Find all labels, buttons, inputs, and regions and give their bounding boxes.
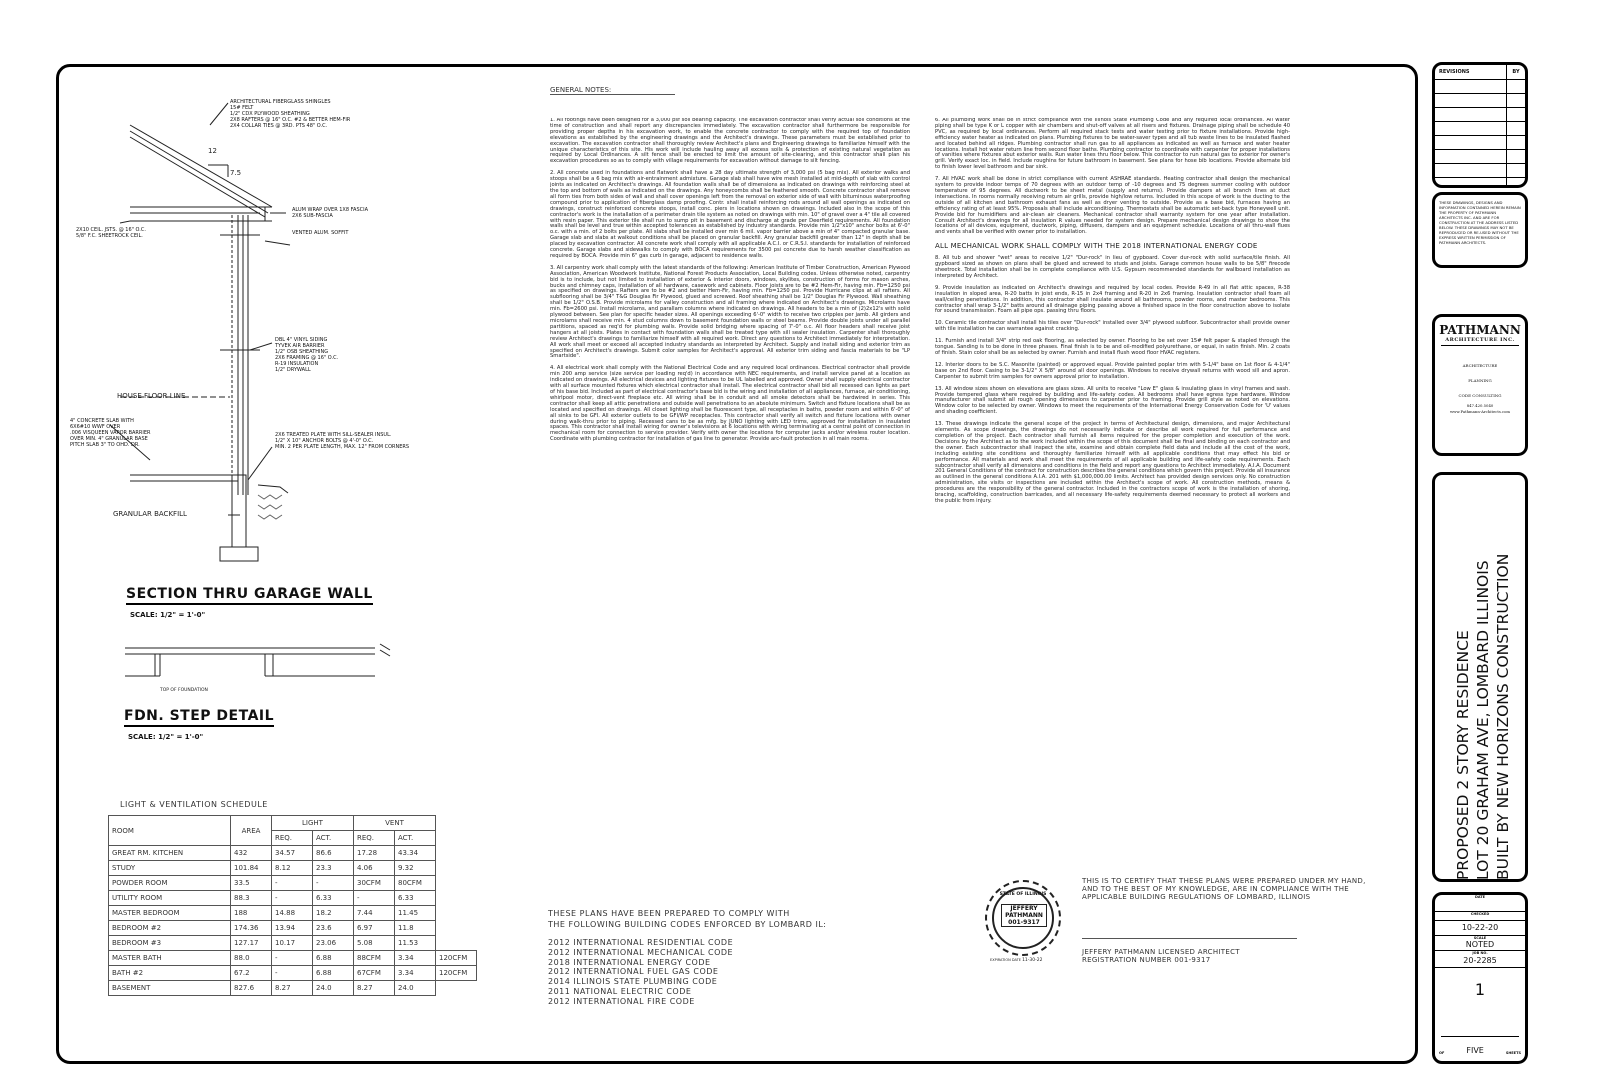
code-item: 2012 INTERNATIONAL FUEL GAS CODE — [548, 967, 719, 977]
seal-name: JEFFERY PATHMANN 001-9317 — [1001, 904, 1047, 927]
note-9: 9. Provide insulation as indicated on Architect's drawings and required by local codes. Provide R-49 in all flat attic spaces, R-38 insulation in sloped area, R-20 batts in joist ends, R-15 in 2x4 framing and R-20 in 2x6 framing. Insulation contractor shall foam all wall/ceiling penetrations. In addition, this contractor shall insulate around all bathrooms, powder rooms, and master bedrooms. This contractor shall wrap 3-1/2" batts around all drainage piping passing above a finished space in the floor construction above to isolate for sound transmission. Foam all pipe ops. passing thru floors. — [935, 284, 1290, 315]
note-2: 2. All concrete used in foundations and flatwork shall have a 28 day ultimate strength of 3,000 psi (5 bag mix). All exterior walks and stoops shall be a 6 bag mix with air-entrainment admixture. Garage slab shall have wire mesh installed at mid-depth of slab with control joints as indicated on Architect's drawings. All foundation walls shall be of dimensions as indicated on drawings with reinforcing steel at the top and bottom of walls as indicated on the drawings. Any honeycombs shall be feathered smooth. Concrete contractor shall remove all form ties from both sides of wall and shall cover openings left from the removal on exterior side of wall with bituminous waterproofing compound prior to application of fiberglass damp proofing. Contr. shall install reinforcing rods around all wall openings as indicated on drawings, construct reinforced concrete stoops, install conc. piers in locations shown on drawings. Included also in the scope of this contractor's work is the installation of a perimeter drain tile system as noted on drawings with min. 10" of gravel over a 4" tile all covered with resin paper. This exterior tile shall run to sump pit in basement and discharge at grade per Deerfield requirements. All foundation walls shall be level and true within accepted tolerances as established by industry standards. Provide min 1/2"x10" anchor bolts at 6'-0" o.c. with a min. of 2 bolts per plate. All slabs shall be installed over min 6 mil. vapor barrier above a min of 4" compacted granular base. Garage slab and slabs at walkout conditions shall be placed on granular backfill. Any granular backfill greater than 12" in depth shall be placed by excavation contractor. All concrete work shall comply with all applicable A.C.I. or C.R.S.I. standards for installation of reinforced concrete. Garage slabs and sidewalks to comply with BOCA requirements for 3500 psi concrete due to harsh weather classification as required by BOCA. Provide min 6" gas curb in garage, adjacent to residence walls. — [550, 170, 910, 259]
step-detail-title: FDN. STEP DETAIL — [124, 708, 274, 727]
note-4: 4. All electrical work shall comply with the National Electrical Code and any required local ordinances. Electrical contractor shall provide min 200 amp service (size service per loading req'd) in accordance with NEC requirements, and install service panel at a location as indicated on drawings. All electrical devices and lighting fixtures to be UL labelled and approved. Owner shall supply electrical contractor with all surface mounted fixtures which electrical contractor shall install. The electrical contractor shall bid all recessed can lights as part of his base bid. Included as part of electrical contractor's base bid is the wiring and installation of all appliances, furnace, air conditioning, whirlpool motor, direct-vent fireplace etc. All wiring shall be in conduit and all smoke detectors shall be hardwired in series. This contractor shall keep all attic penetrations and outside wall penetrations to an absolute minimum. Switch and fixture locations shall be as located and specified on drawings. All closet lighting shall be fluorescent type, all receptacles in baths, powder room and within 6'-0" of all sinks to be GFI. All exterior outlets to be GFI/WP receptacles. This contractor shall verify all switch and fixture locations with owner during walk-thru prior to piping. Recessed cans to be as mfg. by JUNO lighting with LED trims, approved for installation in insulated spaces. This contractor shall install wiring for owner's televisions at 6 locations with wiring terminating at a central point of connection in mechanical room for connection to service provider. Verify with owner the locations for computer jacks and/or wireless router location. Coordinate with plumbing contractor for installation of gas line to generator. Provide arc-fault protection in all main rooms. — [550, 365, 910, 443]
firm-subtitle: ARCHITECTURE INC. — [1441, 337, 1519, 346]
code-item: 2012 INTERNATIONAL MECHANICAL CODE — [548, 947, 734, 957]
sheet-number: 1 — [1474, 980, 1486, 999]
note-10: 10. Ceramic tile contractor shall install his tiles over "Dur-rock" installed over 3/4" plywood subfloor. Subcontractor shall provide owner with tile installation he can warrantee against cracking. — [935, 320, 1290, 333]
note-3: 3. All carpentry work shall comply with the latest standards of the following: American Institute of Timber Construction, American Plywood Association, American Woodwork Institute, National Forest Products Association, Local Building codes. Unless otherwise noted, carpentry bid is to include, but not limited to installation of exterior & interior doors, windows, skylites, construction of forms for mason arches, bucks and chimney caps, installation of all hardware, casework and cabinets. Floor joists are to be #2 Hem-Fir, having min. Fb=1250 psi as specified on drawings. Rafters are to be #2 and better Hem-Fir, having min. Fb=1250 psi. Provide Hurricane clips at all rafters. All subflooring shall be 3/4" T&G Douglas Fir Plywood, glued and screwed. Roof sheathing shall be 1/2" Douglas Fir Plywood. Wall sheathing shall be 1/2" O.S.B. Provide microlams for valley construction and all framing where indicated on Architect's drawings. Microlams have min. Fb=2600 psi. Install microlams, and parallam columns where indicated on drawings. All headers to be a min of (2)2x12's with solid plywood between. See plan for specific header sizes. All openings exceeding 6'-0" width to receive two cripples per jamb. All girders and microlams shall receive min. 4 stud columns down to basement foundation walls or steel beams. Provide double joists under all parallel partitions, spaced as req'd for plumbing walls. Provide solid bridging where spacing of 7'-0" o.c. All floor headers shall receive joist hangers at all joists. Plates in contact with foundation walls shall be treated type with sill sealer insulation. Carpenter shall thoroughly review Architect's drawings to familiarize himself with all required work. Direct any questions to Architect immediately for interpretation. All work shall meet or exceed all accepted industry standards as interpreted by Architect. Supply and install siding and exterior trim as specified on Architect's drawings. Submit color samples for Architect's approval. All exterior trim siding and fascia materials to be "LP Smartside". — [550, 264, 910, 360]
table-subheader-row: REQ. ACT. REQ. ACT. — [109, 831, 477, 846]
garage-section-title: SECTION THRU GARAGE WALL — [126, 586, 373, 605]
table-row: STUDY 101.84 8.12 23.3 4.06 9.32 — [109, 861, 477, 876]
garage-section-scale: SCALE: 1/2" = 1'-0" — [130, 611, 206, 619]
soffit-notes: ALUM WRAP OVER 1X8 FASCIA 2X6 SUB-FASCIA VENTED ALUM. SOFFIT — [292, 207, 369, 236]
note-1: 1. All footings have been designed for a 3,000 psf soil bearing capacity. The excavation contractor shall verify actual soil conditions at the time of construction and shall report any discrepancies immediately. The excavation contractor shall furthermore be responsible for providing proper depths in his excavation work, to enable the concrete contractor to comply with the required top of foundation elevations as established by the engineering drawings and the Architect's drawings. These parameters must be established prior to excavation. The excavation contractor shall thoroughly review Architect's plans and Engineering drawings to familiarize himself with the unique characteristics of this site. His work will include hauling away all excess soils & protection of existing natural vegetation as required by Local Ordinances. A silt fence shall be erected to limit the amount of site-clearing, and this contractor shall plan his excavation procedures so as to comply with village requirements for excavation without damage to silt fencing. — [550, 118, 910, 165]
note-8: 8. All tub and shower "wet" areas to receive 1/2" "Dur-rock" in lieu of gypboard. Cover dur-rock with solid surface/tile finish. All gypboard sized as shown on plans shall be glued and screwed to studs and joists. Garage common house walls to be 5/8" firecode sheetrock. Total installation shall be in complete compliance with U.S. Gypsum recommended standards for wallboard installation as interpreted by Architect. — [935, 255, 1290, 279]
ceiling-notes: 2X10 CEIL. JSTS. @ 16" O.C. 5/8" F.C. SHEETROCK CEIL. — [76, 227, 146, 239]
code-item: 2012 INTERNATIONAL RESIDENTIAL CODE — [548, 938, 734, 947]
table-row: MASTER BEDROOM 188 14.88 18.2 7.44 11.45 — [109, 906, 477, 921]
sheet-info-block: DATE CHECKED 10-22-20 SCALE NOTED JOB NO. 20-2285 1 OF FIVE SHEETS — [1432, 892, 1528, 1064]
wall-notes: DBL 4" VINYL SIDING TYVEK AIR BARRIER 1/2" OSB SHEATHING 2X6 FRAMING @ 16" O.C. R-19 INSULATION 1/2" DRYWALL — [275, 337, 339, 373]
table-row: UTILITY ROOM 88.3 - 6.33 - 6.33 — [109, 891, 477, 906]
table-row: BEDROOM #2 174.36 13.94 23.6 6.97 11.8 — [109, 921, 477, 936]
schedule-title: LIGHT & VENTILATION SCHEDULE — [120, 800, 268, 809]
energy-code-note: ALL MECHANICAL WORK SHALL COMPLY WITH THE 2018 INTERNATIONAL ENERGY CODE — [935, 242, 1258, 251]
top-of-foundation-label: TOP OF FOUNDATION — [160, 688, 208, 693]
step-detail-scale: SCALE: 1/2" = 1'-0" — [128, 733, 204, 741]
house-floor-line-label: HOUSE FLOOR LINE — [117, 392, 186, 400]
codes-list — [548, 938, 733, 1007]
seal-state: STATE OF ILLINOIS — [999, 892, 1047, 897]
job-number: 20-2285 — [1435, 955, 1525, 968]
seal-expiration: EXPIRATION DATE 11-30-22 — [990, 958, 1043, 963]
disclaimer-block: THESE DRAWINGS, DESIGNS AND INFORMATION CONTAINED HEREIN REMAIN THE PROPERTY OF PATHMANN ARCHITECTS INC. AND ARE FOR CONSTRUCTION AT THE ADDRESS LISTED BELOW. THESE DRAWINGS MAY NOT BE REPRODUCED OR RE-USED WITHOUT THE EXPRESS WRITTEN PERMISSION OF PATHMANN ARCHITECTS. — [1432, 192, 1528, 268]
revisions-block: REVISIONS BY — [1432, 62, 1528, 188]
note-7: 7. All HVAC work shall be done in strict compliance with current ASHRAE standards. Heating contractor shall design the mechanical system to provide indoor temps of 70 degrees with an outdoor temp of -10 degrees and 75 degrees summer cooling with outdoor temperature of 95 degrees. All ductwork to be sheet metal (supply and returns). Provide dampers at all branch lines at duct intersections. In rooms normally receiving return air grills, provide high/low returns. Included in this scope of work is the ducting to the outside of all kitchen and bathroom exhaust fans as well as dryer venting to outside. Provide as a base bid, furnaces having an efficiency rating of at least 95%. Proposals shall include airconditioning. Thermostats shall be automatic set-back type Honeywell unit. Provide bid for humidifiers and air-clean air cleaners. Mechanical contractor shall warranty system for one year after installation. Consult Architect's drawings for all insulation R values needed for system design. Prepare mechanical design drawings to show the locations of all devices, equipment, ductwork, piping, diffusers, dampers and an equipment schedule. Locations of all thru-wall flues and vents shall be verified with owner prior to installation. — [935, 176, 1290, 236]
table-row: MASTER BATH 88.0 - 6.88 88CFM 3.34 120CFM — [109, 951, 477, 966]
project-title: PROPOSED 2 STORY RESIDENCE LOT 20 GRAHAM AVE, LOMBARD ILLINOIS BUILT BY NEW HORIZONS CONSTRUCTION — [1454, 553, 1512, 880]
firm-block: PATHMANN ARCHITECTURE INC. ARCHITECTURE PLANNING CODE CONSULTING 847.420.5040 www.Pathmann-Architects.com — [1432, 314, 1528, 456]
project-title-block — [1432, 472, 1528, 882]
certification-statement: THIS IS TO CERTIFY THAT THESE PLANS WERE PREPARED UNDER MY HAND, AND TO THE BEST OF MY KNOWLEDGE, ARE IN COMPLIANCE WITH THE APPLICABLE BUILDING REGULATIONS OF LOMBARD, ILLINOIS — [1082, 877, 1366, 901]
code-item: 2012 INTERNATIONAL FIRE CODE — [548, 996, 695, 1006]
granular-backfill-label: GRANULAR BACKFILL — [113, 510, 187, 518]
table-row: BEDROOM #3 127.17 10.17 23.06 5.08 11.53 — [109, 936, 477, 951]
pitch-rise-label: 7.5 — [230, 169, 242, 177]
firm-name: PATHMANN — [1439, 323, 1521, 337]
drawing-date: 10-22-20 — [1435, 921, 1525, 936]
table-header-row: ROOM AREA LIGHT VENT — [109, 816, 477, 831]
drawing-scale: NOTED — [1435, 940, 1525, 951]
sheet-total: OF FIVE SHEETS — [1439, 1046, 1521, 1055]
table-row: BATH #2 67.2 - 6.88 67CFM 3.34 120CFM — [109, 966, 477, 981]
notes-column-1 — [550, 118, 910, 870]
architect-seal — [985, 880, 1061, 956]
signature-line — [1082, 938, 1297, 939]
slab-notes: 4" CONCRETE SLAB WITH 6X6#10 WWF OVER .006 VISQUEEN VAPOR BARRIER OVER MIN. 4" GRANULAR BASE PITCH SLAB 3" TO OHD. DR. — [70, 418, 151, 448]
notes-column-2 — [935, 118, 1290, 863]
code-item: 2011 NATIONAL ELECTRIC CODE — [548, 986, 692, 996]
pitch-run-label: 12 — [208, 147, 217, 155]
note-6: 6. All plumbing work shall be in strict compliance with the Illinois State Plumbing Code and any required local ordinances. All water piping shall be type K or L copper with air chambers and shut-off valves at all risers and fixtures. Drainage piping shall be schedule 40 PVC, as required by local ordinances. Perform all required stack tests and water testing prior to fixture installations. Provide high-efficiency water heater as indicated on plans. Plumbing fixtures to be water-saver types and all tub waste lines to be insulated flashed and located behind all ridges. Plumbing contractor shall run gas to all appliances as indicated as well as furnace and water heater locations. Install hot water return line from second floor baths. Plumbing contractor to coordinate with carpenter for proper installations of vanities where fixtures abut exterior walls. Run water lines thru floor below. This contractor to run natural gas to exterior for owner's grill. Verify exact loc. in field. Include roughins for future bathroom in basement. See plans for hose bib locations. Provide alternate bid to finish lower level bathroom and bar sink. — [935, 118, 1290, 171]
table-row: GREAT RM. KITCHEN 432 34.57 86.6 17.28 43.34 — [109, 846, 477, 861]
table-row: POWDER ROOM 33.5 - - 30CFM 80CFM — [109, 876, 477, 891]
code-item: 2018 INTERNATIONAL ENERGY CODE — [548, 957, 711, 967]
plate-notes: 2X6 TREATED PLATE WITH SILL-SEALER INSUL. 1/2" X 10" ANCHOR BOLTS @ 4'-0" O.C. MIN. 2 PER PLATE LENGTH, MAX. 12" FROM CORNERS — [275, 432, 410, 450]
foundation-step-drawing — [115, 640, 395, 700]
note-13b: 13. These drawings indicate the general scope of the project in terms of Architectural design, dimensions, and major Architectural elements. As scope drawings, the drawings do not necessarily indicate or describe all work required for full performance and completion of the project. Each contractor shall furnish all items required for the proper completion and execution of the work. Decisions by the Architect as to the work included within the scope of this document shall be final and binding on each contractor and the owner. Each subcontractor shall inspect the site, examine and obtain complete field data and include all the cost of the work, including existing site conditions and thoroughly familiarize himself with all applicable conditions that may effect his bid or performance. All materials and work shall meet the requirements of all applicable building and life-safety code requirements. Each subcontractor shall verify all dimensions and conditions in the field and report any questions to Architect immediately. A.I.A. Document 201 General Conditions of the contract for construction describes the general conditions which govern this project. Provide all insurance as outlined in the general conditions A.I.A. 201 with $1,000,000.00 limits. Architect has provided design services only. No construction administration, site visits or inspections are included within the Architect's scope of work. All construction methods, means & procedures are the responsibility of the general contractor. Included in the contractors scope of work is the installation of shoring, bracing, scaffolding, construction barricades, and all necessary life-safety requirements deemed necessary to protect all workers and the public from injury. — [935, 421, 1290, 504]
codes-heading: THESE PLANS HAVE BEEN PREPARED TO COMPLY WITH THE FOLLOWING BUILDING CODES ENFORCED BY LOMBARD IL: — [548, 909, 827, 929]
note-12: 12. Interior doors to be S.C. Masonite (painted) or approved equal. Provide painted poplar trim with 5-1/4" base on 1st floor & 4-1/4" base on 2nd floor. Casing to be 3-1/2" X 5/8" around all door openings. Windows to receive drywall returns with wood sill and apron. Carpenter to submit trim samples for owners approval prior to installation. — [935, 361, 1290, 380]
table-row: BASEMENT 827.6 8.27 24.0 8.27 24.0 — [109, 981, 477, 996]
note-13a: 13. All window sizes shown on elevations are glass sizes. All units to receive "Low E" glass & insulating glass in vinyl frames and sash. Provide tempered glass where required by building and life-safety codes. All bedrooms shall have egress type hardware. Window manufacturer shall submit all rough opening dimensions to carpenter prior to framing. Provide grill style as noted on elevations. Window color to be selected by owner. Windows to meet the requirements of the International Energy Conservation Code for 'U' values and shading coefficient. — [935, 385, 1290, 416]
code-item: 2014 ILLINOIS STATE PLUMBING CODE — [548, 977, 718, 987]
light-ventilation-table — [108, 815, 477, 996]
architect-registration: JEFFERY PATHMANN LICENSED ARCHITECT REGISTRATION NUMBER 001-9317 — [1082, 948, 1240, 964]
general-notes-heading: GENERAL NOTES: — [550, 86, 675, 95]
note-11: 11. Furnish and install 3/4" strip red oak flooring, as selected by owner. Flooring to be set over 15# felt paper & stapled through the tongue. Sanding is to be done in three phases. Final finish is to be and oil-modified polyurethane, or equal, in satin finish. Min. 2 coats of finish. Stain color shall be as selected by owner. Furnish and install flush wood floor HVAC registers. — [935, 338, 1290, 356]
roof-notes: ARCHITECTURAL FIBERGLASS SHINGLES 15# FELT 1/2" CDX PLYWOOD SHEATHING 2X8 RAFTERS @ 16" O.C. #2 & BETTER HEM-FIR 2X4 COLLAR TIES @ 3RD. PTS 48" O.C. — [230, 99, 351, 129]
